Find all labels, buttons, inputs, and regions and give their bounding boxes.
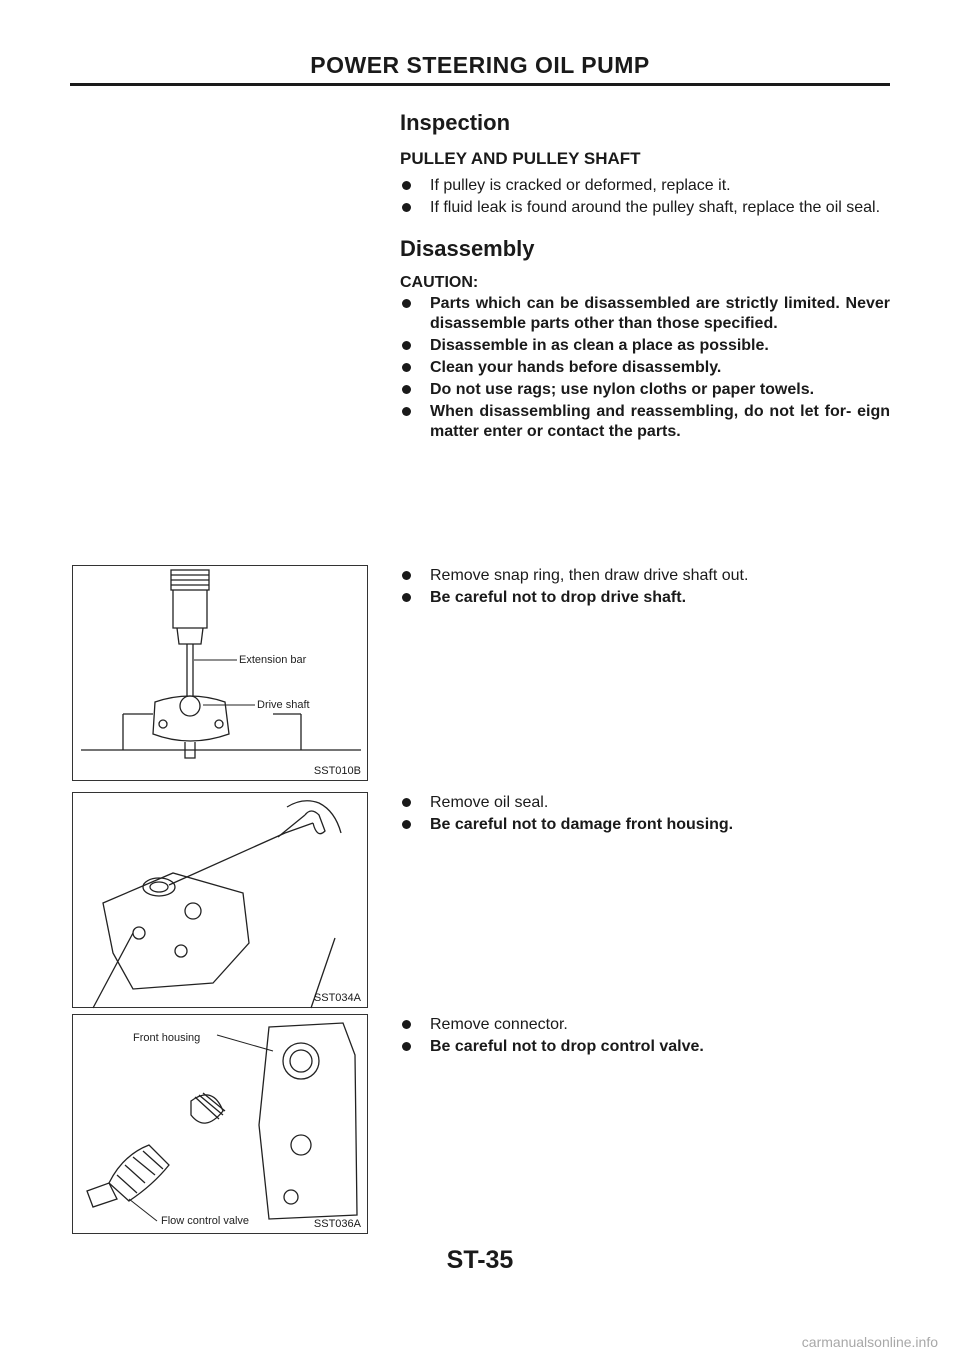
bullet-icon <box>402 1042 411 1051</box>
bullet-icon <box>402 385 411 394</box>
figure-label-extension-bar: Extension bar <box>239 654 307 666</box>
figure-oil-seal-removal <box>72 792 368 1008</box>
inspection-bullet-list <box>400 176 890 218</box>
step-bullet-list <box>400 566 890 608</box>
list-item: Be careful not to drop control valve. <box>400 1037 890 1057</box>
list-item: Parts which can be disassembled are strictly limited. Never disassemble parts other than those specified. <box>400 294 890 334</box>
bullet-icon <box>402 798 411 807</box>
watermark: carmanualsonline.info <box>801 1334 938 1350</box>
figure-code: SST010B <box>313 765 361 777</box>
step-bullet-list <box>400 1015 890 1057</box>
step-oil-seal <box>400 793 890 837</box>
list-item: Remove connector. <box>400 1015 890 1035</box>
figure-code: SST034A <box>313 992 361 1004</box>
figure-label-flow-control-valve: Flow control valve <box>161 1215 250 1227</box>
bullet-icon <box>402 363 411 372</box>
bullet-icon <box>402 181 411 190</box>
step-drive-shaft <box>400 566 890 610</box>
list-item: If fluid leak is found around the pulley shaft, replace the oil seal. <box>400 198 890 218</box>
list-item: Remove oil seal. <box>400 793 890 813</box>
step-connector <box>400 1015 890 1059</box>
drive-shaft-illustration <box>73 566 369 782</box>
disassembly-section <box>400 236 890 444</box>
page-number: ST-35 <box>446 1246 514 1274</box>
list-item: Clean your hands before disassembly. <box>400 358 890 378</box>
page-header-title: POWER STEERING OIL PUMP <box>310 52 650 78</box>
flow-control-valve-illustration <box>73 1015 369 1235</box>
list-item: Do not use rags; use nylon cloths or paper towels. <box>400 380 890 400</box>
bullet-icon <box>402 407 411 416</box>
disassembly-heading: Disassembly <box>400 236 535 261</box>
figure-label-front-housing: Front housing <box>133 1032 201 1044</box>
list-item: If pulley is cracked or deformed, replace it. <box>400 176 890 196</box>
figure-drive-shaft-removal <box>72 565 368 781</box>
list-item: Be careful not to damage front housing. <box>400 815 890 835</box>
inspection-subheading: PULLEY AND PULLEY SHAFT <box>400 149 641 168</box>
figure-code: SST036A <box>313 1218 361 1230</box>
caution-label: CAUTION: <box>400 274 479 291</box>
inspection-section <box>400 110 890 220</box>
bullet-icon <box>402 341 411 350</box>
bullet-icon <box>402 1020 411 1029</box>
step-bullet-list <box>400 793 890 835</box>
list-item: Remove snap ring, then draw drive shaft out. <box>400 566 890 586</box>
header-rule <box>70 83 890 86</box>
caution-bullet-list <box>400 294 890 442</box>
bullet-icon <box>402 203 411 212</box>
figure-label-drive-shaft: Drive shaft <box>257 699 310 711</box>
list-item: Be careful not to drop drive shaft. <box>400 588 890 608</box>
bullet-icon <box>402 820 411 829</box>
inspection-heading: Inspection <box>400 110 511 135</box>
list-item: When disassembling and reassembling, do not let for- eign matter enter or contact the parts. <box>400 402 890 442</box>
oil-seal-illustration <box>73 793 369 1009</box>
bullet-icon <box>402 593 411 602</box>
figure-connector-removal <box>72 1014 368 1234</box>
bullet-icon <box>402 571 411 580</box>
list-item: Disassemble in as clean a place as possible. <box>400 336 890 356</box>
bullet-icon <box>402 299 411 308</box>
